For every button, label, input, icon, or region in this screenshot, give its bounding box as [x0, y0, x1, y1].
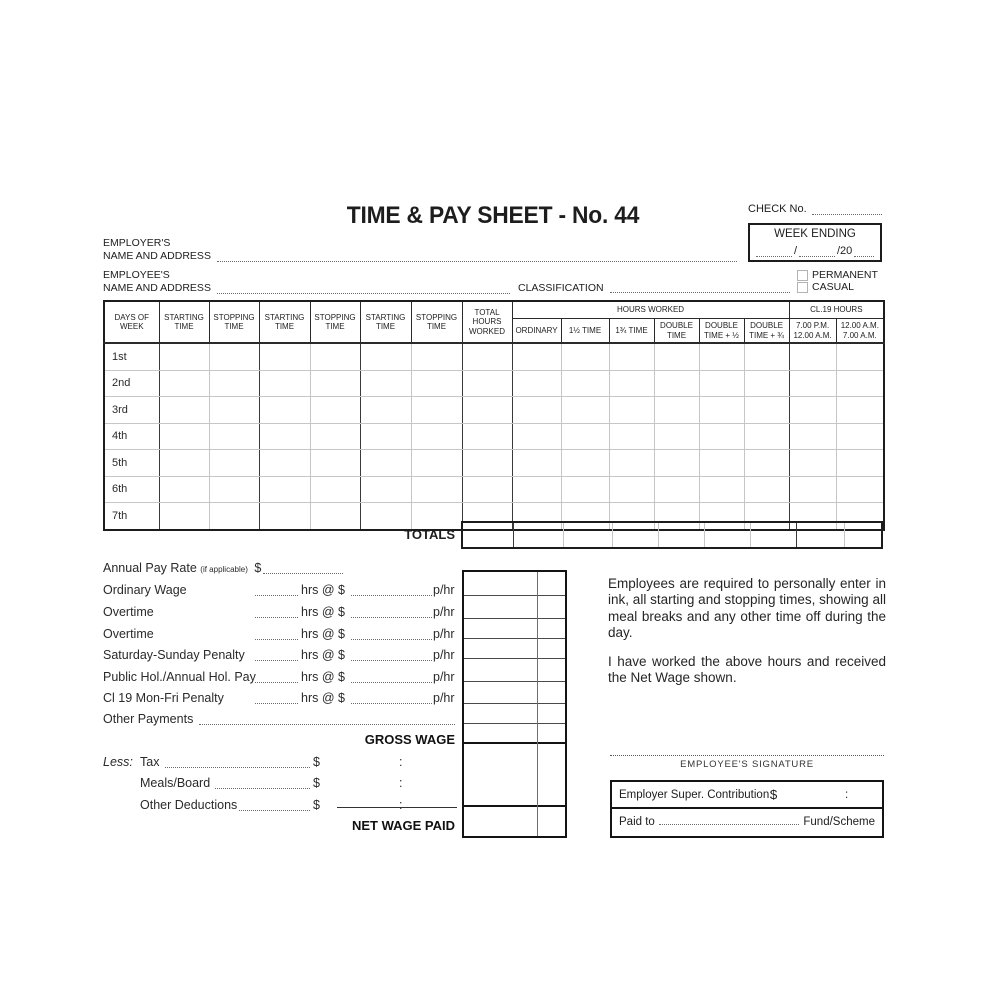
super-contribution-row: [612, 782, 882, 809]
rate-dotted-line: [351, 595, 432, 596]
check-no-row: [748, 203, 882, 215]
rate-dotted-line: [351, 660, 432, 661]
totals-cell-ordinary: [513, 523, 563, 547]
wage-label: Public Hol./Annual Hol. Pay: [103, 669, 256, 684]
time-entry-cell: [360, 423, 411, 450]
wage-label: Cl 19 Mon-Fri Penalty: [103, 691, 224, 705]
hrs-at-label: hrs @ $: [301, 626, 345, 641]
rate-dotted-line: [351, 639, 432, 640]
permanent-label: PERMANENT: [812, 269, 878, 281]
time-entry-cell: [789, 476, 836, 503]
employer-block: [103, 237, 737, 263]
totals-cell-double-time: [658, 523, 704, 547]
time-entry-cell: [512, 450, 561, 477]
employee-signature-label: EMPLOYEE'S SIGNATURE: [680, 759, 814, 770]
time-entry-cell: [699, 370, 744, 397]
date-separator: /: [793, 245, 797, 257]
annual-currency-sign: $: [254, 561, 262, 575]
time-entry-cell: [744, 370, 789, 397]
week-ending-box: [748, 223, 882, 262]
hours-dotted-line: [255, 703, 298, 704]
col-days-of-week: DAYS OF WEEK: [104, 301, 159, 343]
time-entry-cell: [561, 476, 609, 503]
amount-cell: [464, 682, 565, 704]
notice-paragraph-2: I have worked the above hours and received the Net Wage shown.: [608, 653, 886, 686]
time-entry-cell: [654, 397, 699, 424]
group-cl19-hours: CL.19 HOURS: [789, 301, 884, 319]
check-no-dotted-line: [812, 214, 882, 215]
time-entry-cell: [744, 450, 789, 477]
per-hr-label: p/hr: [433, 626, 455, 641]
col-double-time: DOUBLE TIME: [654, 319, 699, 344]
time-entry-cell: [512, 476, 561, 503]
hrs-at-label: hrs @ $: [301, 669, 345, 684]
hrs-at-label: hrs @ $: [301, 605, 345, 619]
timesheet-days: [104, 343, 884, 530]
time-entry-cell: [699, 476, 744, 503]
gross-wage-amount-cell: [464, 724, 565, 744]
rate-dotted-line: [351, 682, 432, 683]
time-entry-cell: [209, 476, 259, 503]
classification-dotted-line: [610, 292, 790, 293]
paid-to-dotted-line: [659, 824, 800, 825]
casual-checkbox: [797, 282, 808, 293]
col-stopping-time-1: STOPPING TIME: [209, 301, 259, 343]
deduction-row-meals-board: [103, 776, 455, 791]
time-entry-cell: [360, 397, 411, 424]
time-entry-cell: [209, 503, 259, 530]
totals-cell-double-time-three-quarters: [750, 523, 796, 547]
wage-label: Overtime: [103, 626, 154, 641]
time-entry-cell: [512, 423, 561, 450]
wage-row-overtime-1: [103, 605, 455, 620]
time-entry-cell: [411, 423, 462, 450]
per-hr-label: p/hr: [433, 691, 455, 705]
time-entry-cell: [159, 370, 209, 397]
deduction-label: Other Deductions: [140, 797, 238, 812]
employee-label-line2: NAME AND ADDRESS: [103, 282, 211, 294]
if-applicable-note: (if applicable): [200, 565, 248, 574]
time-entry-cell: [159, 476, 209, 503]
amount-cell: [464, 639, 565, 659]
per-hr-label: p/hr: [433, 648, 455, 662]
wage-row-overtime-2: [103, 627, 455, 642]
col-starting-time-1: STARTING TIME: [159, 301, 209, 343]
time-entry-cell: [699, 343, 744, 370]
cents-separator: :: [399, 797, 403, 812]
time-entry-cell: [512, 397, 561, 424]
timesheet-day-row: [104, 450, 884, 477]
super-contribution-box: [610, 780, 884, 838]
time-entry-cell: [699, 397, 744, 424]
day-label: 2nd: [104, 370, 159, 397]
time-entry-cell: [836, 343, 884, 370]
notice-paragraph-1: Employees are required to personally enter in ink, all starting and stopping times, showing all meal breaks and any other time off during the day.: [608, 576, 886, 641]
time-entry-cell: [411, 397, 462, 424]
time-entry-cell: [259, 503, 310, 530]
deductions-amount-cell: [464, 744, 565, 807]
timesheet-day-row: [104, 343, 884, 370]
time-entry-cell: [310, 423, 360, 450]
time-entry-cell: [744, 343, 789, 370]
employee-label-line1: EMPLOYEE'S: [103, 269, 170, 281]
rate-dotted-line: [351, 703, 432, 704]
timesheet-table-wrap: [103, 300, 885, 531]
classification-label: CLASSIFICATION: [518, 282, 604, 294]
time-entry-cell: [609, 476, 654, 503]
col-double-time-three-quarters: DOUBLE TIME + ¾: [744, 319, 789, 344]
time-entry-cell: [209, 423, 259, 450]
currency-sign: $: [313, 754, 320, 769]
signature-dotted-line: [610, 748, 884, 756]
time-entry-cell: [159, 397, 209, 424]
time-entry-cell: [310, 450, 360, 477]
col-starting-time-3: STARTING TIME: [360, 301, 411, 343]
totals-cell-total-hours: [463, 523, 513, 547]
time-entry-cell: [411, 370, 462, 397]
amount-cell: [464, 572, 565, 596]
time-entry-cell: [360, 343, 411, 370]
week-ending-date-line: [756, 240, 874, 257]
less-label: Less:: [103, 754, 133, 769]
time-entry-cell: [209, 370, 259, 397]
amounts-box: [462, 570, 567, 838]
wage-label: Ordinary Wage: [103, 583, 187, 597]
time-entry-cell: [744, 423, 789, 450]
totals-cell-cl19-am: [844, 523, 881, 547]
annual-pay-rate-row: [103, 561, 455, 576]
amount-cell: [464, 659, 565, 682]
hours-dotted-line: [255, 682, 298, 683]
time-entry-cell: [411, 476, 462, 503]
time-entry-cell: [411, 503, 462, 530]
cl19-pm-line2: 12.00 A.M.: [793, 330, 832, 340]
col-starting-time-2: STARTING TIME: [259, 301, 310, 343]
cents-separator: :: [399, 776, 403, 790]
col-ordinary: ORDINARY: [512, 319, 561, 344]
time-entry-cell: [259, 343, 310, 370]
time-entry-cell: [360, 450, 411, 477]
totals-cell-time-three-quarters: [612, 523, 658, 547]
casual-option: [797, 281, 854, 293]
col-time-three-quarters: 1¾ TIME: [609, 319, 654, 344]
timesheet-day-row: [104, 370, 884, 397]
wage-label: Overtime: [103, 605, 154, 619]
time-entry-cell: [654, 370, 699, 397]
totals-cell-cl19-pm: [796, 523, 844, 547]
day-label: 7th: [104, 503, 159, 530]
time-entry-cell: [789, 423, 836, 450]
day-label: 5th: [104, 450, 159, 477]
cl19-pm-line1: 7.00 P.M.: [795, 321, 830, 331]
wage-row-sat-sun-penalty: [103, 648, 455, 663]
time-entry-cell: [159, 503, 209, 530]
other-payments-label: Other Payments: [103, 712, 194, 726]
wage-row-cl19-penalty: [103, 691, 455, 706]
time-entry-cell: [360, 503, 411, 530]
day-label: 1st: [104, 343, 159, 370]
time-entry-cell: [259, 476, 310, 503]
group-hours-worked: HOURS WORKED: [512, 301, 789, 319]
time-entry-cell: [360, 476, 411, 503]
time-entry-cell: [561, 370, 609, 397]
notice-block: [608, 576, 886, 686]
year-prefix: /20: [836, 245, 853, 257]
casual-label: CASUAL: [812, 281, 855, 293]
time-entry-cell: [654, 343, 699, 370]
time-entry-cell: [462, 450, 512, 477]
net-wage-amount-cell: [464, 807, 565, 836]
day-label: 4th: [104, 423, 159, 450]
timesheet-day-row: [104, 423, 884, 450]
totals-label: TOTALS: [404, 527, 455, 542]
gross-wage-label: GROSS WAGE: [364, 732, 455, 747]
cl19-am-line1: 12.00 A.M.: [840, 321, 879, 331]
col-stopping-time-3: STOPPING TIME: [411, 301, 462, 343]
time-entry-cell: [310, 370, 360, 397]
time-entry-cell: [609, 397, 654, 424]
deductions-sum-line: [337, 807, 457, 808]
time-entry-cell: [561, 423, 609, 450]
time-entry-cell: [512, 343, 561, 370]
amount-cell: [464, 619, 565, 639]
form-title: TIME & PAY SHEET - No. 44: [346, 202, 640, 229]
totals-cell-time-and-half: [563, 523, 612, 547]
time-entry-cell: [609, 343, 654, 370]
time-entry-cell: [259, 423, 310, 450]
hours-dotted-line: [255, 595, 298, 596]
other-payments-row: [103, 712, 455, 727]
annual-pay-rate-label: [103, 561, 261, 577]
time-entry-cell: [411, 343, 462, 370]
time-entry-cell: [836, 450, 884, 477]
time-entry-cell: [699, 423, 744, 450]
per-hr-label: p/hr: [433, 669, 455, 684]
time-entry-cell: [789, 370, 836, 397]
employee-dotted-line: [217, 293, 510, 294]
wage-row-public-holiday: [103, 670, 455, 685]
deduction-dotted-line: [165, 767, 310, 768]
col-time-and-half: 1½ TIME: [561, 319, 609, 344]
totals-cell-double-time-half: [704, 523, 750, 547]
permanent-option: [797, 269, 878, 281]
employer-label-line1: EMPLOYER'S: [103, 237, 171, 249]
time-entry-cell: [360, 370, 411, 397]
wage-label: Saturday-Sunday Penalty: [103, 648, 245, 662]
wage-row-ordinary: [103, 583, 455, 598]
time-entry-cell: [789, 397, 836, 424]
time-entry-cell: [310, 476, 360, 503]
hours-dotted-line: [255, 617, 298, 618]
time-entry-cell: [462, 370, 512, 397]
check-no-label: CHECK No.: [748, 203, 807, 215]
hours-dotted-line: [255, 660, 298, 661]
paid-to-row: [612, 809, 882, 834]
totals-row: [461, 521, 883, 549]
time-entry-cell: [836, 476, 884, 503]
timesheet-day-row: [104, 397, 884, 424]
permanent-checkbox: [797, 270, 808, 281]
deduction-label: Tax: [140, 754, 160, 769]
hours-dotted-line: [255, 639, 298, 640]
time-entry-cell: [310, 397, 360, 424]
time-entry-cell: [654, 423, 699, 450]
timesheet-table: [103, 300, 885, 531]
col-cl19-pm: [789, 319, 836, 344]
day-label: 3rd: [104, 397, 159, 424]
time-entry-cell: [462, 343, 512, 370]
col-total-hours-worked: TOTAL HOURS WORKED: [462, 301, 512, 343]
timesheet-day-row: [104, 476, 884, 503]
currency-sign: $: [313, 776, 320, 790]
time-entry-cell: [411, 450, 462, 477]
deduction-label: Meals/Board: [140, 776, 211, 790]
employer-dotted-line: [217, 261, 737, 262]
super-contribution-label: Employer Super. Contribution:: [619, 788, 773, 801]
classification-row: [518, 281, 790, 294]
paid-to-label: Paid to: [619, 815, 655, 828]
time-entry-cell: [259, 397, 310, 424]
time-entry-cell: [561, 450, 609, 477]
time-entry-cell: [209, 343, 259, 370]
time-entry-cell: [512, 370, 561, 397]
time-entry-cell: [699, 450, 744, 477]
other-payments-dotted-line: [199, 724, 455, 725]
time-entry-cell: [159, 450, 209, 477]
time-entry-cell: [209, 450, 259, 477]
time-entry-cell: [561, 343, 609, 370]
time-entry-cell: [561, 397, 609, 424]
time-entry-cell: [259, 450, 310, 477]
super-cents-separator: :: [845, 788, 849, 801]
time-entry-cell: [609, 450, 654, 477]
col-double-time-half: DOUBLE TIME + ½: [699, 319, 744, 344]
week-ending-label: WEEK ENDING: [774, 228, 856, 240]
employee-block: [103, 269, 510, 295]
time-entry-cell: [836, 397, 884, 424]
time-entry-cell: [609, 423, 654, 450]
year-dotted-line: [854, 256, 874, 257]
time-entry-cell: [310, 503, 360, 530]
amount-cell: [464, 596, 565, 619]
rate-dotted-line: [351, 617, 432, 618]
time-entry-cell: [310, 343, 360, 370]
time-entry-cell: [836, 370, 884, 397]
cents-separator: :: [399, 754, 403, 769]
per-hr-label: p/hr: [433, 605, 455, 619]
time-entry-cell: [259, 370, 310, 397]
amount-cell: [464, 704, 565, 724]
col-stopping-time-2: STOPPING TIME: [310, 301, 360, 343]
time-entry-cell: [789, 343, 836, 370]
deduction-dotted-line: [239, 810, 310, 811]
time-entry-cell: [209, 397, 259, 424]
fund-scheme-label: Fund/Scheme: [803, 815, 875, 828]
cl19-am-line2: 7.00 A.M.: [842, 330, 877, 340]
col-cl19-am: [836, 319, 884, 344]
time-entry-cell: [462, 476, 512, 503]
time-entry-cell: [744, 476, 789, 503]
annual-dotted-line: [263, 573, 343, 574]
time-entry-cell: [789, 450, 836, 477]
deduction-dotted-line: [215, 788, 310, 789]
time-entry-cell: [744, 397, 789, 424]
time-entry-cell: [159, 423, 209, 450]
time-entry-cell: [654, 476, 699, 503]
annual-pay-rate-text: Annual Pay Rate: [103, 561, 197, 575]
time-entry-cell: [159, 343, 209, 370]
hrs-at-label: hrs @ $: [301, 648, 345, 662]
net-wage-paid-label: NET WAGE PAID: [351, 818, 455, 833]
time-entry-cell: [654, 450, 699, 477]
day-dotted-line: [756, 256, 792, 257]
time-entry-cell: [609, 370, 654, 397]
dollars-cents-divider: [537, 572, 538, 836]
time-entry-cell: [462, 397, 512, 424]
deduction-row-tax: [103, 755, 455, 770]
deduction-row-other: [103, 798, 455, 813]
time-entry-cell: [836, 423, 884, 450]
time-entry-cell: [462, 423, 512, 450]
currency-sign: $: [313, 797, 320, 812]
hrs-at-label: hrs @ $: [301, 583, 345, 597]
month-dotted-line: [799, 256, 835, 257]
day-label: 6th: [104, 476, 159, 503]
per-hr-label: p/hr: [433, 583, 455, 597]
hrs-at-label: hrs @ $: [301, 691, 345, 705]
employer-label-line2: NAME AND ADDRESS: [103, 250, 211, 262]
super-currency-sign: $: [770, 787, 778, 802]
